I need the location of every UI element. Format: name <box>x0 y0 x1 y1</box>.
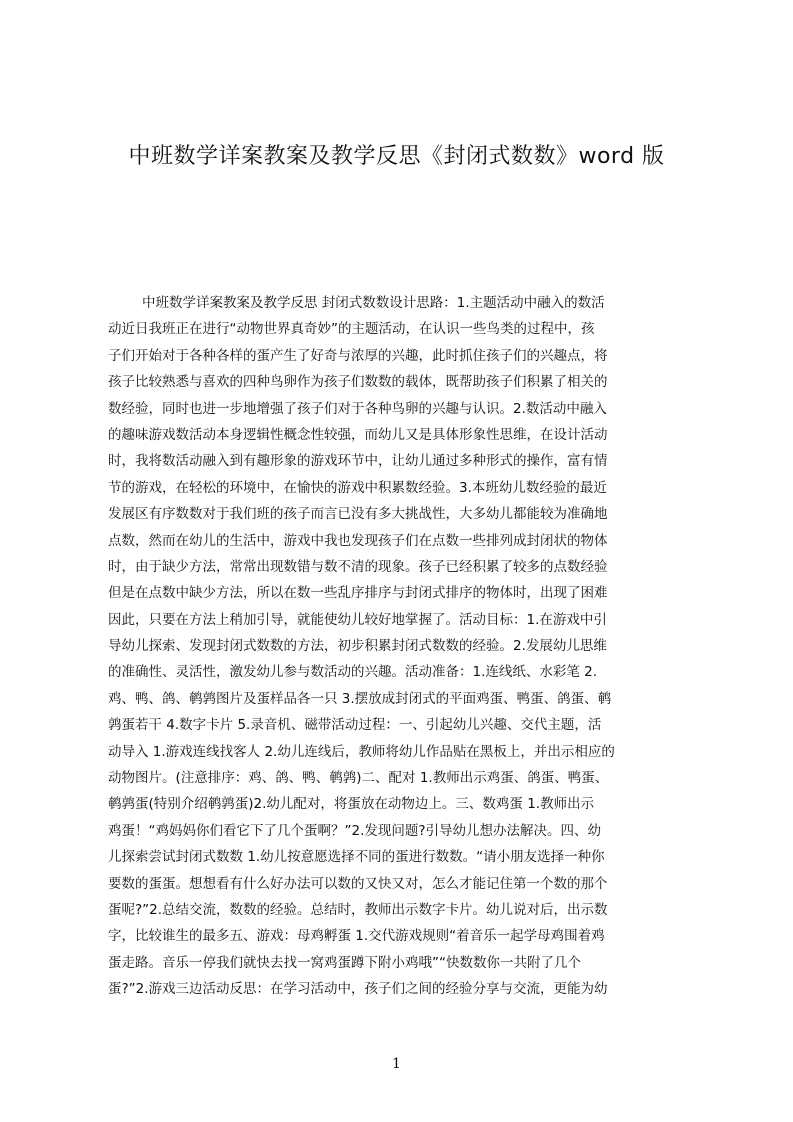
body-line: 时，我将数活动融入到有趣形象的游戏环节中，让幼儿通过多种形式的操作，富有情 <box>108 453 608 470</box>
body-line: 中班数学详案教案及教学反思 封闭式数数设计思路：1.主题活动中融入的数活 <box>142 295 605 311</box>
body-line: 鸡蛋！“鸡妈妈你们看它下了几个蛋啊？”2.发现问题?引导幼儿想办法解决。四、幼 <box>108 822 602 839</box>
body-line: 蛋呢?”2.总结交流，数数的经验。总结时，教师出示数字卡片。幼儿说对后，出示数 <box>108 901 608 918</box>
document-body <box>108 290 698 1012</box>
body-line: 鸡、鸭、鸽、鹌鹑图片及蛋样品各一只 3.摆放成封闭式的平面鸡蛋、鸭蛋、鸽蛋、鹌 <box>108 690 612 707</box>
body-line: 导幼儿探索、发现封闭式数数的方法，初步积累封闭式数数的经验。2.发展幼儿思维 <box>108 638 607 655</box>
body-line: 的趣味游戏数活动本身逻辑性概念性较强，而幼儿又是具体形象性思维，在设计活动 <box>108 426 608 443</box>
body-line: 蛋走路。音乐一停我们就快去找一窝鸡蛋蹲下附小鸡哦”“快数数你一共附了几个 <box>108 954 581 971</box>
body-line: 动物图片。(注意排序：鸡、鸽、鸭、鹌鹑)二、配对 1.教师出示鸡蛋、鸽蛋、鸭蛋、 <box>108 770 609 787</box>
body-line: 动导入 1.游戏连线找客人 2.幼儿连线后，教师将幼儿作品贴在黑板上，并出示相应的 <box>108 743 615 760</box>
body-line: 点数，然而在幼儿的生活中，游戏中我也发现孩子们在点数一些排列成封闭状的物体 <box>108 532 608 549</box>
body-line: 的准确性、灵活性，激发幼儿参与数活动的兴趣。活动准备：1.连线纸、水彩笔 2. <box>108 664 598 681</box>
document-title: 中班数学详案教案及教学反思《封闭式数数》word 版 <box>128 144 665 169</box>
body-line: 但是在点数中缺少方法，所以在数一些乱序排序与封闭式排序的物体时，出现了困难 <box>108 585 608 602</box>
body-line: 时，由于缺少方法，常常出现数错与数不清的现象。孩子已经积累了较多的点数经验 <box>108 558 608 575</box>
body-line: 孩子比较熟悉与喜欢的四种鸟卵作为孩子们数数的载体，既帮助孩子们积累了相关的 <box>108 374 608 391</box>
body-line: 蛋?”2.游戏三边活动反思：在学习活动中，孩子们之间的经验分享与交流，更能为幼 <box>108 981 608 998</box>
body-line: 子们开始对于各种各样的蛋产生了好奇与浓厚的兴趣，此时抓住孩子们的兴趣点，将 <box>108 347 608 364</box>
body-line: 字，比较谁生的最多五、游戏：母鸡孵蛋 1.交代游戏规则“着音乐一起学母鸡围着鸡 <box>108 928 605 945</box>
body-line: 因此，只要在方法上稍加引导，就能使幼儿较好地掌握了。活动目标：1.在游戏中引 <box>108 611 607 628</box>
body-line: 要数的蛋蛋。想想看有什么好办法可以数的又快又对，怎么才能记住第一个数的那个 <box>108 875 608 892</box>
body-line: 鹑蛋若干 4.数字卡片 5.录音机、磁带活动过程：一、引起幼儿兴趣、交代主题，活 <box>108 717 602 734</box>
page-number: 1 <box>392 1056 401 1072</box>
body-line: 鹌鹑蛋(特别介绍鹌鹑蛋)2.幼儿配对，将蛋放在动物边上。三、数鸡蛋 1.教师出示 <box>108 796 595 813</box>
body-line: 发展区有序数数对于我们班的孩子而言已没有多大挑战性，大多幼儿都能较为准确地 <box>108 506 608 523</box>
body-line: 动近日我班正在进行“动物世界真奇妙”的主题活动，在认识一些鸟类的过程中，孩 <box>108 321 595 338</box>
body-line: 数经验，同时也进一步地增强了孩子们对于各种鸟卵的兴趣与认识。2.数活动中融入 <box>108 400 607 417</box>
body-line: 儿探索尝试封闭式数数 1.幼儿按意愿选择不同的蛋进行数数。“请小朋友选择一种你 <box>108 849 605 866</box>
body-line: 节的游戏，在轻松的环境中，在愉快的游戏中积累数经验。3.本班幼儿数经验的最近 <box>108 479 607 496</box>
